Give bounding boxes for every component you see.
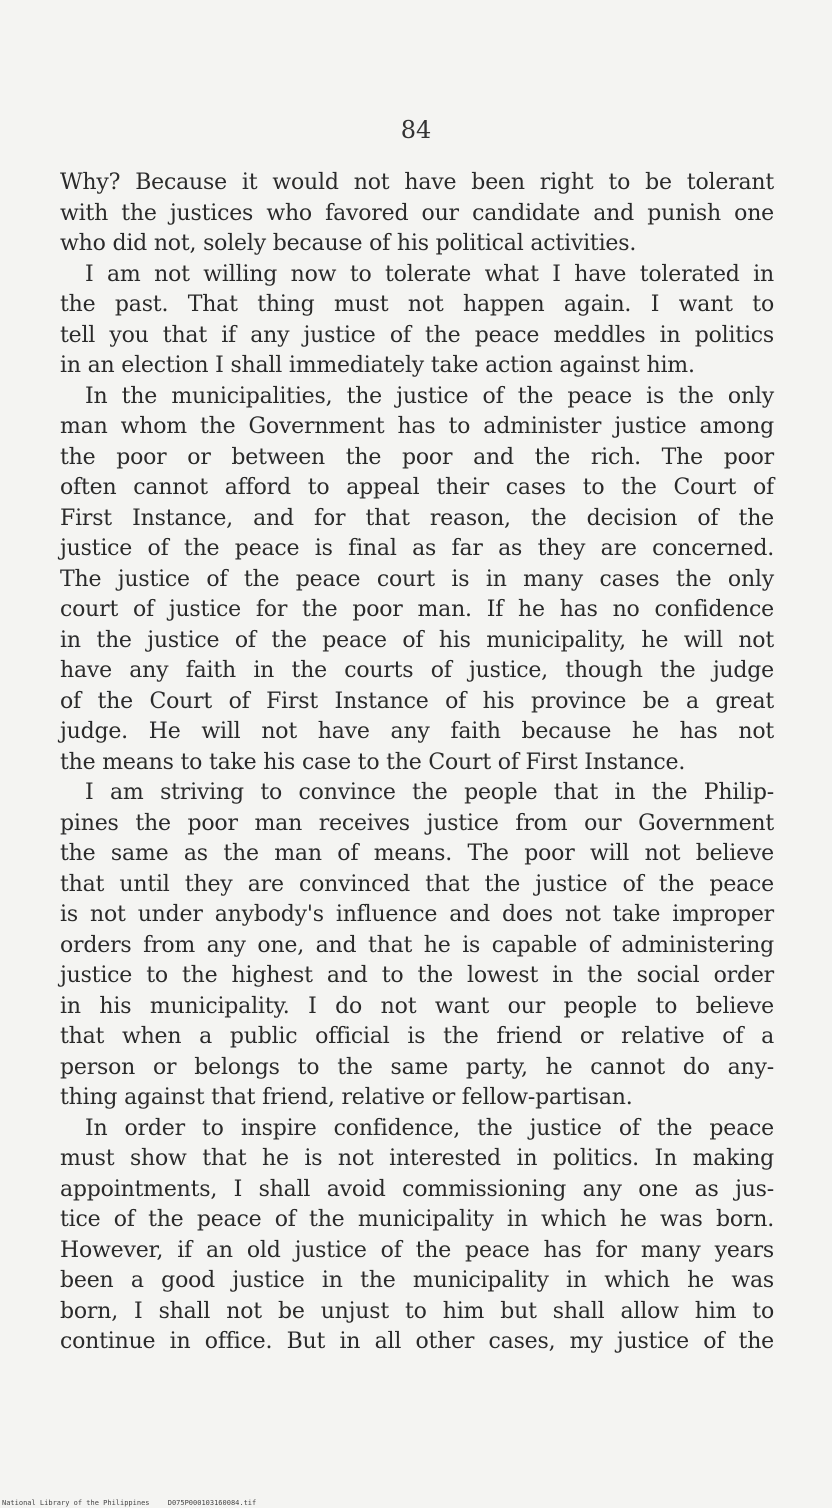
text-line: pines the poor man receives justice from our Government [60,810,774,836]
text-line: in an election I shall immediately take action against him. [60,353,695,378]
footer-library: National Library of the Philippines [2,1499,150,1507]
text-line: the means to take his case to the Court of First Instance. [60,749,686,775]
text-line: orders from any one, and that he is capable of administering [60,932,774,958]
text-line: court of justice for the poor man. If he has no confidence [60,597,774,622]
text-line: tell you that if any justice of the peace meddles in politics [60,322,774,348]
text-line: Why? Because it would not have been right to be tolerant [60,170,774,195]
text-line: often cannot afford to appeal their cases to the Court of [60,475,774,500]
scan-footer [2,1499,270,1507]
text-line: been a good justice in the municipality in which he was [60,1268,774,1293]
text-line: the poor or between the poor and the rich. The poor [60,444,774,470]
text-line: of the Court of First Instance of his province be a great [60,688,774,714]
text-line: justice of the peace is final as far as they are concerned. [60,536,774,561]
footer-filename: D075P000103160084.tif [167,1499,257,1507]
text-line: born, I shall not be unjust to him but shall allow him to [60,1298,774,1324]
text-line: judge. He will not have any faith because he has not [60,719,774,744]
text-line: man whom the Government has to administer justice among [60,414,774,439]
text-line: person or belongs to the same party, he cannot do any- [60,1054,774,1080]
text-line: who did not, solely because of his political activities. [60,231,637,256]
text-line: the past. That thing must not happen again. I want to [60,292,774,317]
text-line: thing against that friend, relative or fellow-partisan. [60,1085,633,1110]
text-line: In order to inspire confidence, the justice of the peace [85,1115,774,1141]
text-line: justice to the highest and to the lowest in the social order [60,963,774,988]
text-line: must show that he is not interested in politics. In making [60,1146,774,1171]
text-line: that until they are convinced that the justice of the peace [60,871,774,897]
text-line: appointments, I shall avoid commissioning any one as jus- [60,1176,774,1202]
text-line: the same as the man of means. The poor will not believe [60,841,774,866]
text-line: have any faith in the courts of justice, though the judge [60,658,774,683]
text-line: in his municipality. I do not want our people to believe [60,993,774,1019]
text-line: However, if an old justice of the peace has for many years [60,1237,774,1263]
text-line: In the municipalities, the justice of the peace is the only [85,383,774,409]
text-line: continue in office. But in all other cases, my justice of the [60,1329,774,1354]
body-text [60,168,774,1358]
text-line: I am not willing now to tolerate what I have tolerated in [85,261,774,287]
text-line: tice of the peace of the municipality in which he was born. [60,1207,774,1232]
text-line: that when a public official is the friend or relative of a [60,1024,774,1049]
text-line: is not under anybody's influence and does not take improper [60,902,774,927]
text-line: I am striving to convince the people that in the Philip- [85,780,774,805]
page-number: 84 [400,116,432,144]
text-line: with the justices who favored our candidate and punish one [60,200,774,226]
text-line: The justice of the peace court is in many cases the only [60,566,774,592]
text-line: in the justice of the peace of his municipality, he will not [60,627,774,653]
text-line: First Instance, and for that reason, the decision of the [60,505,774,531]
